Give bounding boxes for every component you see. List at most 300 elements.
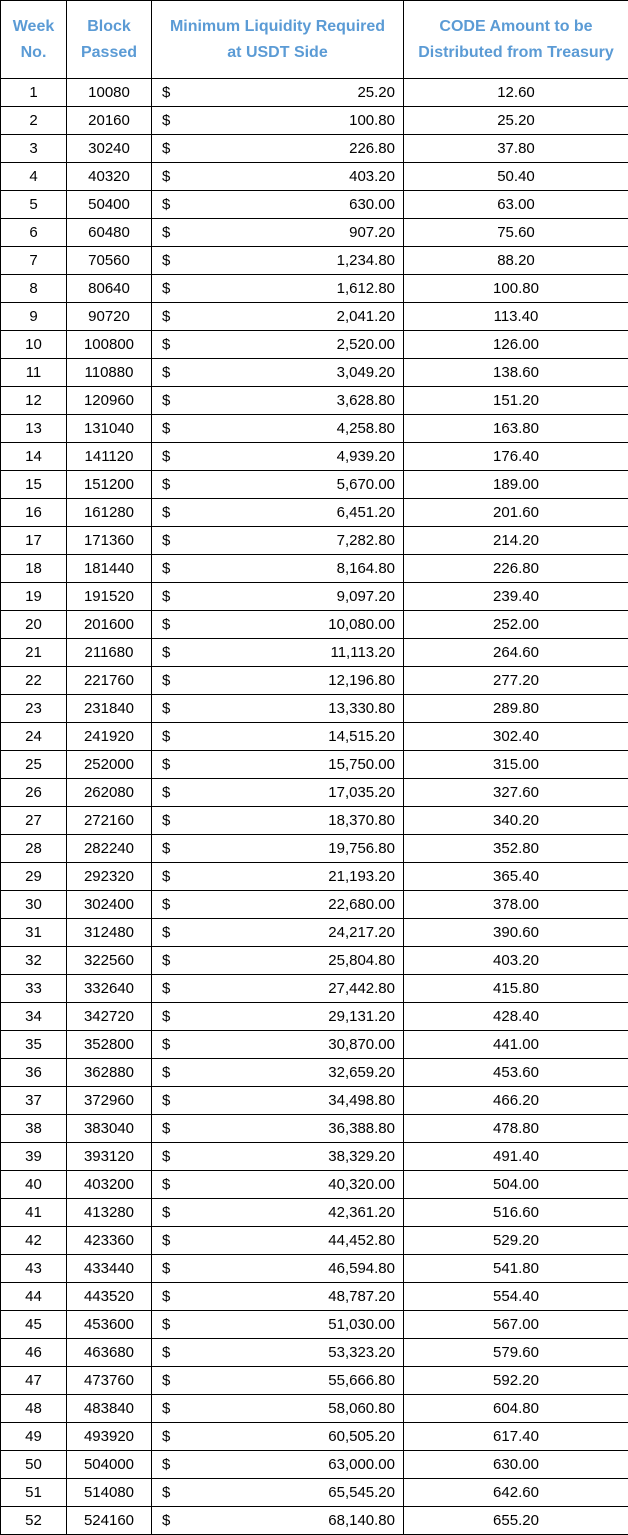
block-cell: 141120 xyxy=(67,443,152,471)
liquidity-cell xyxy=(152,1115,404,1143)
liquidity-amount: 21,193.20 xyxy=(328,868,395,885)
currency-symbol: $ xyxy=(162,1176,170,1193)
code-amount-cell: 466.20 xyxy=(404,1087,628,1115)
week-cell: 14 xyxy=(1,443,67,471)
week-cell: 15 xyxy=(1,471,67,499)
currency-symbol: $ xyxy=(162,224,170,241)
block-cell: 161280 xyxy=(67,499,152,527)
liquidity-cell xyxy=(152,779,404,807)
code-amount-cell: 352.80 xyxy=(404,835,628,863)
week-cell: 25 xyxy=(1,751,67,779)
table-row xyxy=(1,919,628,947)
liquidity-cell xyxy=(152,1367,404,1395)
table-row xyxy=(1,1087,628,1115)
liquidity-cell xyxy=(152,723,404,751)
liquidity-cell xyxy=(152,135,404,163)
liquidity-amount: 68,140.80 xyxy=(328,1512,395,1529)
week-cell: 29 xyxy=(1,863,67,891)
code-amount-cell: 340.20 xyxy=(404,807,628,835)
week-cell: 4 xyxy=(1,163,67,191)
block-cell: 332640 xyxy=(67,975,152,1003)
liquidity-cell xyxy=(152,191,404,219)
liquidity-cell xyxy=(152,1059,404,1087)
liquidity-cell xyxy=(152,1143,404,1171)
liquidity-amount: 11,113.20 xyxy=(330,644,395,661)
code-amount-cell: 289.80 xyxy=(404,695,628,723)
code-amount-cell: 441.00 xyxy=(404,1031,628,1059)
week-cell: 18 xyxy=(1,555,67,583)
week-cell: 38 xyxy=(1,1115,67,1143)
block-cell: 252000 xyxy=(67,751,152,779)
week-cell: 21 xyxy=(1,639,67,667)
currency-symbol: $ xyxy=(162,1064,170,1081)
week-cell: 24 xyxy=(1,723,67,751)
table-row xyxy=(1,359,628,387)
table-row xyxy=(1,415,628,443)
table-row xyxy=(1,443,628,471)
code-amount-cell: 189.00 xyxy=(404,471,628,499)
liquidity-amount: 63,000.00 xyxy=(328,1456,395,1473)
code-amount-cell: 176.40 xyxy=(404,443,628,471)
liquidity-cell xyxy=(152,583,404,611)
liquidity-amount: 9,097.20 xyxy=(337,588,395,605)
week-cell: 7 xyxy=(1,247,67,275)
liquidity-amount: 907.20 xyxy=(349,224,395,241)
currency-symbol: $ xyxy=(162,1148,170,1165)
liquidity-amount: 42,361.20 xyxy=(328,1204,395,1221)
code-amount-cell: 541.80 xyxy=(404,1255,628,1283)
header-code-line1: CODE Amount to be xyxy=(439,18,592,35)
liquidity-cell xyxy=(152,387,404,415)
currency-symbol: $ xyxy=(162,1008,170,1025)
liquidity-cell xyxy=(152,1423,404,1451)
liquidity-cell xyxy=(152,1479,404,1507)
liquidity-amount: 36,388.80 xyxy=(328,1120,395,1137)
week-cell: 19 xyxy=(1,583,67,611)
code-amount-cell: 75.60 xyxy=(404,219,628,247)
table-row xyxy=(1,947,628,975)
block-cell: 433440 xyxy=(67,1255,152,1283)
table-row xyxy=(1,835,628,863)
week-cell: 51 xyxy=(1,1479,67,1507)
liquidity-cell xyxy=(152,303,404,331)
code-amount-cell: 554.40 xyxy=(404,1283,628,1311)
block-cell: 221760 xyxy=(67,667,152,695)
block-cell: 201600 xyxy=(67,611,152,639)
table-body xyxy=(1,79,628,1535)
liquidity-cell xyxy=(152,835,404,863)
code-amount-cell: 403.20 xyxy=(404,947,628,975)
liquidity-amount: 60,505.20 xyxy=(328,1428,395,1445)
currency-symbol: $ xyxy=(162,980,170,997)
table-row xyxy=(1,751,628,779)
liquidity-amount: 19,756.80 xyxy=(328,840,395,857)
week-cell: 13 xyxy=(1,415,67,443)
week-cell: 2 xyxy=(1,107,67,135)
week-cell: 26 xyxy=(1,779,67,807)
header-week-line2: No. xyxy=(21,44,47,61)
currency-symbol: $ xyxy=(162,448,170,465)
block-cell: 110880 xyxy=(67,359,152,387)
table-row xyxy=(1,1451,628,1479)
liquidity-cell xyxy=(152,1087,404,1115)
code-amount-cell: 630.00 xyxy=(404,1451,628,1479)
currency-symbol: $ xyxy=(162,1400,170,1417)
code-amount-cell: 302.40 xyxy=(404,723,628,751)
code-amount-cell: 126.00 xyxy=(404,331,628,359)
table-row xyxy=(1,1367,628,1395)
table-row xyxy=(1,1339,628,1367)
code-amount-cell: 579.60 xyxy=(404,1339,628,1367)
week-cell: 40 xyxy=(1,1171,67,1199)
liquidity-cell xyxy=(152,1003,404,1031)
block-cell: 262080 xyxy=(67,779,152,807)
currency-symbol: $ xyxy=(162,1316,170,1333)
liquidity-cell xyxy=(152,555,404,583)
code-amount-cell: 37.80 xyxy=(404,135,628,163)
liquidity-amount: 48,787.20 xyxy=(328,1288,395,1305)
week-cell: 6 xyxy=(1,219,67,247)
liquidity-amount: 13,330.80 xyxy=(328,700,395,717)
block-cell: 50400 xyxy=(67,191,152,219)
table-row xyxy=(1,387,628,415)
liquidity-cell xyxy=(152,1255,404,1283)
liquidity-amount: 30,870.00 xyxy=(328,1036,395,1053)
block-cell: 181440 xyxy=(67,555,152,583)
block-cell: 514080 xyxy=(67,1479,152,1507)
table-row xyxy=(1,667,628,695)
block-cell: 383040 xyxy=(67,1115,152,1143)
currency-symbol: $ xyxy=(162,1036,170,1053)
code-amount-cell: 214.20 xyxy=(404,527,628,555)
block-cell: 60480 xyxy=(67,219,152,247)
header-block xyxy=(67,1,152,79)
code-amount-cell: 504.00 xyxy=(404,1171,628,1199)
block-cell: 100800 xyxy=(67,331,152,359)
block-cell: 493920 xyxy=(67,1423,152,1451)
week-cell: 30 xyxy=(1,891,67,919)
code-amount-cell: 63.00 xyxy=(404,191,628,219)
table-row xyxy=(1,779,628,807)
currency-symbol: $ xyxy=(162,700,170,717)
header-liquidity xyxy=(152,1,404,79)
code-amount-cell: 50.40 xyxy=(404,163,628,191)
header-block-line2: Passed xyxy=(81,44,137,61)
liquidity-cell xyxy=(152,919,404,947)
currency-symbol: $ xyxy=(162,560,170,577)
liquidity-amount: 27,442.80 xyxy=(328,980,395,997)
code-amount-cell: 315.00 xyxy=(404,751,628,779)
week-cell: 16 xyxy=(1,499,67,527)
liquidity-amount: 29,131.20 xyxy=(328,1008,395,1025)
liquidity-amount: 14,515.20 xyxy=(328,728,395,745)
code-amount-cell: 239.40 xyxy=(404,583,628,611)
table-row xyxy=(1,79,628,107)
liquidity-amount: 46,594.80 xyxy=(328,1260,395,1277)
currency-symbol: $ xyxy=(162,588,170,605)
code-amount-cell: 390.60 xyxy=(404,919,628,947)
currency-symbol: $ xyxy=(162,644,170,661)
liquidity-amount: 1,234.80 xyxy=(337,252,395,269)
liquidity-amount: 6,451.20 xyxy=(337,504,395,521)
liquidity-amount: 53,323.20 xyxy=(328,1344,395,1361)
currency-symbol: $ xyxy=(162,420,170,437)
currency-symbol: $ xyxy=(162,392,170,409)
week-cell: 46 xyxy=(1,1339,67,1367)
header-liquidity-line2: at USDT Side xyxy=(227,44,327,61)
liquidity-cell xyxy=(152,1395,404,1423)
week-cell: 34 xyxy=(1,1003,67,1031)
table-row xyxy=(1,135,628,163)
week-cell: 48 xyxy=(1,1395,67,1423)
liquidity-amount: 226.80 xyxy=(349,140,395,157)
block-cell: 120960 xyxy=(67,387,152,415)
code-amount-cell: 252.00 xyxy=(404,611,628,639)
liquidity-cell xyxy=(152,163,404,191)
code-amount-cell: 327.60 xyxy=(404,779,628,807)
week-cell: 42 xyxy=(1,1227,67,1255)
currency-symbol: $ xyxy=(162,1288,170,1305)
code-amount-cell: 88.20 xyxy=(404,247,628,275)
liquidity-amount: 12,196.80 xyxy=(328,672,395,689)
liquidity-amount: 34,498.80 xyxy=(328,1092,395,1109)
week-cell: 33 xyxy=(1,975,67,1003)
block-cell: 282240 xyxy=(67,835,152,863)
liquidity-amount: 22,680.00 xyxy=(328,896,395,913)
header-code xyxy=(404,1,628,79)
header-liquidity-line1: Minimum Liquidity Required xyxy=(170,18,385,35)
table-row xyxy=(1,1507,628,1535)
table-row xyxy=(1,219,628,247)
week-cell: 50 xyxy=(1,1451,67,1479)
table-row xyxy=(1,499,628,527)
table-row xyxy=(1,1115,628,1143)
block-cell: 423360 xyxy=(67,1227,152,1255)
table-row xyxy=(1,1395,628,1423)
table-row xyxy=(1,695,628,723)
liquidity-cell xyxy=(152,1199,404,1227)
code-amount-cell: 226.80 xyxy=(404,555,628,583)
table-row xyxy=(1,107,628,135)
liquidity-amount: 2,041.20 xyxy=(337,308,395,325)
week-cell: 41 xyxy=(1,1199,67,1227)
table-row xyxy=(1,471,628,499)
table-row xyxy=(1,863,628,891)
code-amount-cell: 100.80 xyxy=(404,275,628,303)
currency-symbol: $ xyxy=(162,1428,170,1445)
liquidity-cell xyxy=(152,667,404,695)
block-cell: 453600 xyxy=(67,1311,152,1339)
liquidity-cell xyxy=(152,1031,404,1059)
liquidity-cell xyxy=(152,1311,404,1339)
table-row xyxy=(1,303,628,331)
week-cell: 49 xyxy=(1,1423,67,1451)
block-cell: 151200 xyxy=(67,471,152,499)
liquidity-cell xyxy=(152,1451,404,1479)
table-row xyxy=(1,1171,628,1199)
week-cell: 22 xyxy=(1,667,67,695)
currency-symbol: $ xyxy=(162,1456,170,1473)
table-row xyxy=(1,1031,628,1059)
liquidity-amount: 17,035.20 xyxy=(328,784,395,801)
currency-symbol: $ xyxy=(162,1372,170,1389)
liquidity-cell xyxy=(152,639,404,667)
liquidity-cell xyxy=(152,443,404,471)
code-amount-cell: 529.20 xyxy=(404,1227,628,1255)
code-amount-cell: 113.40 xyxy=(404,303,628,331)
table-row xyxy=(1,555,628,583)
liquidity-amount: 32,659.20 xyxy=(328,1064,395,1081)
block-cell: 272160 xyxy=(67,807,152,835)
currency-symbol: $ xyxy=(162,728,170,745)
liquidity-cell xyxy=(152,499,404,527)
week-cell: 31 xyxy=(1,919,67,947)
header-week-line1: Week xyxy=(13,18,55,35)
code-amount-cell: 604.80 xyxy=(404,1395,628,1423)
header-row xyxy=(1,1,628,79)
block-cell: 473760 xyxy=(67,1367,152,1395)
block-cell: 131040 xyxy=(67,415,152,443)
week-cell: 43 xyxy=(1,1255,67,1283)
currency-symbol: $ xyxy=(162,896,170,913)
liquidity-amount: 55,666.80 xyxy=(328,1372,395,1389)
table-row xyxy=(1,1199,628,1227)
currency-symbol: $ xyxy=(162,616,170,633)
block-cell: 463680 xyxy=(67,1339,152,1367)
code-amount-cell: 655.20 xyxy=(404,1507,628,1535)
liquidity-amount: 2,520.00 xyxy=(337,336,395,353)
liquidity-cell xyxy=(152,891,404,919)
table-row xyxy=(1,807,628,835)
liquidity-amount: 100.80 xyxy=(349,112,395,129)
week-cell: 35 xyxy=(1,1031,67,1059)
liquidity-cell xyxy=(152,471,404,499)
header-block-line1: Block xyxy=(87,18,131,35)
block-cell: 342720 xyxy=(67,1003,152,1031)
liquidity-cell xyxy=(152,751,404,779)
week-cell: 32 xyxy=(1,947,67,975)
block-cell: 372960 xyxy=(67,1087,152,1115)
week-cell: 12 xyxy=(1,387,67,415)
block-cell: 90720 xyxy=(67,303,152,331)
table-row xyxy=(1,247,628,275)
block-cell: 20160 xyxy=(67,107,152,135)
week-cell: 17 xyxy=(1,527,67,555)
block-cell: 443520 xyxy=(67,1283,152,1311)
currency-symbol: $ xyxy=(162,1344,170,1361)
liquidity-cell xyxy=(152,947,404,975)
code-amount-cell: 163.80 xyxy=(404,415,628,443)
liquidity-amount: 65,545.20 xyxy=(328,1484,395,1501)
week-cell: 47 xyxy=(1,1367,67,1395)
block-cell: 352800 xyxy=(67,1031,152,1059)
week-cell: 11 xyxy=(1,359,67,387)
table-header xyxy=(1,1,628,79)
liquidity-cell xyxy=(152,107,404,135)
liquidity-cell xyxy=(152,1339,404,1367)
currency-symbol: $ xyxy=(162,168,170,185)
code-amount-cell: 478.80 xyxy=(404,1115,628,1143)
table-row xyxy=(1,1059,628,1087)
liquidity-amount: 630.00 xyxy=(349,196,395,213)
week-cell: 23 xyxy=(1,695,67,723)
table-row xyxy=(1,1227,628,1255)
block-cell: 241920 xyxy=(67,723,152,751)
liquidity-cell xyxy=(152,247,404,275)
liquidity-cell xyxy=(152,695,404,723)
currency-symbol: $ xyxy=(162,924,170,941)
code-amount-cell: 277.20 xyxy=(404,667,628,695)
currency-symbol: $ xyxy=(162,280,170,297)
block-cell: 483840 xyxy=(67,1395,152,1423)
liquidity-cell xyxy=(152,863,404,891)
code-amount-cell: 592.20 xyxy=(404,1367,628,1395)
block-cell: 211680 xyxy=(67,639,152,667)
table-row xyxy=(1,1143,628,1171)
block-cell: 524160 xyxy=(67,1507,152,1535)
week-cell: 3 xyxy=(1,135,67,163)
code-amount-cell: 378.00 xyxy=(404,891,628,919)
code-amount-cell: 12.60 xyxy=(404,79,628,107)
block-cell: 393120 xyxy=(67,1143,152,1171)
table-row xyxy=(1,1311,628,1339)
header-week xyxy=(1,1,67,79)
liquidity-cell xyxy=(152,527,404,555)
code-amount-cell: 264.60 xyxy=(404,639,628,667)
week-cell: 36 xyxy=(1,1059,67,1087)
currency-symbol: $ xyxy=(162,868,170,885)
code-amount-cell: 151.20 xyxy=(404,387,628,415)
code-amount-cell: 428.40 xyxy=(404,1003,628,1031)
liquidity-amount: 4,939.20 xyxy=(337,448,395,465)
block-cell: 312480 xyxy=(67,919,152,947)
liquidity-amount: 403.20 xyxy=(349,168,395,185)
liquidity-cell xyxy=(152,1171,404,1199)
currency-symbol: $ xyxy=(162,1484,170,1501)
liquidity-amount: 10,080.00 xyxy=(328,616,395,633)
block-cell: 302400 xyxy=(67,891,152,919)
table-row xyxy=(1,163,628,191)
liquidity-amount: 58,060.80 xyxy=(328,1400,395,1417)
liquidity-amount: 51,030.00 xyxy=(328,1316,395,1333)
liquidity-cell xyxy=(152,219,404,247)
currency-symbol: $ xyxy=(162,476,170,493)
table-row xyxy=(1,527,628,555)
header-code-line2: Distributed from Treasury xyxy=(418,44,614,61)
currency-symbol: $ xyxy=(162,1120,170,1137)
currency-symbol: $ xyxy=(162,784,170,801)
table-row xyxy=(1,275,628,303)
week-cell: 20 xyxy=(1,611,67,639)
liquidity-cell xyxy=(152,359,404,387)
liquidity-amount: 40,320.00 xyxy=(328,1176,395,1193)
table-row xyxy=(1,1479,628,1507)
liquidity-cell xyxy=(152,1227,404,1255)
block-cell: 10080 xyxy=(67,79,152,107)
table-row xyxy=(1,891,628,919)
code-amount-cell: 567.00 xyxy=(404,1311,628,1339)
week-cell: 10 xyxy=(1,331,67,359)
currency-symbol: $ xyxy=(162,532,170,549)
liquidity-amount: 25,804.80 xyxy=(328,952,395,969)
code-amount-cell: 491.40 xyxy=(404,1143,628,1171)
table-row xyxy=(1,639,628,667)
liquidity-amount: 1,612.80 xyxy=(337,280,395,297)
liquidity-amount: 15,750.00 xyxy=(328,756,395,773)
currency-symbol: $ xyxy=(162,364,170,381)
code-amount-cell: 201.60 xyxy=(404,499,628,527)
liquidity-amount: 8,164.80 xyxy=(337,560,395,577)
